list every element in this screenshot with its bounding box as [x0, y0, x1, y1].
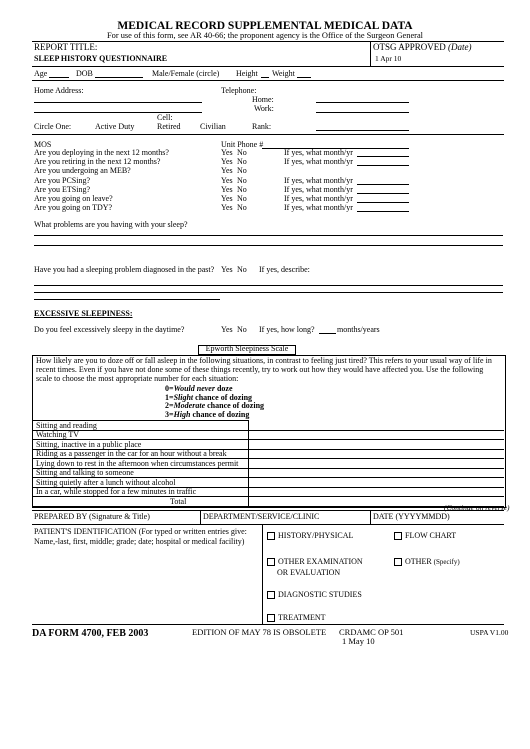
active-duty-option[interactable]: Active Duty	[95, 122, 135, 131]
home-address-line-2[interactable]	[34, 112, 202, 113]
form-number: DA FORM 4700, FEB 2003	[32, 628, 149, 639]
scale-number: 2=	[165, 401, 174, 410]
question-when-label: If yes, what month/yr	[284, 184, 353, 194]
situation-label: Riding as a passenger in the car for an hour without a break	[36, 449, 227, 458]
question-text: Are you undergoing an MEB?	[34, 166, 131, 176]
weight-field[interactable]	[297, 77, 311, 78]
question-no[interactable]: No	[237, 203, 247, 213]
situation-label: Sitting, inactive in a public place	[36, 439, 142, 449]
scale-emphasis: Would never	[173, 384, 215, 393]
months-years-label: months/years	[337, 325, 380, 334]
question-when-field[interactable]	[357, 193, 409, 194]
sleep-problems-line-2[interactable]	[34, 245, 503, 246]
question-text: Are you deploying in the next 12 months?	[34, 148, 169, 157]
situation-score-field[interactable]	[249, 477, 504, 487]
situation-label: Sitting and talking to someone	[36, 468, 134, 477]
question-no[interactable]: No	[237, 148, 247, 157]
scale-description: doze	[214, 384, 233, 393]
epworth-intro: How likely are you to doze off or fall asleep in the following situations, in contrast to feeling just tired? This refers to your usual way of life in recent times. Even if you have not done some of these things recently, try to work out how they would have affected you. Use the following scale to choose the most appropriate number for each situation:	[36, 356, 492, 383]
situation-score-field[interactable]	[249, 449, 504, 459]
question-yes[interactable]: Yes	[221, 184, 233, 194]
situation-score-field[interactable]	[249, 439, 504, 449]
total-label: Total	[170, 496, 187, 506]
situation-score-field[interactable]	[249, 430, 504, 440]
question-no[interactable]: No	[237, 184, 247, 194]
question-no[interactable]: No	[237, 175, 247, 185]
question-yes[interactable]: Yes	[221, 166, 233, 176]
question-when-label: If yes, what month/yr	[284, 157, 353, 167]
weight-label: Weight	[272, 69, 295, 78]
continue-on-reverse: (Continue on reverse)	[444, 503, 510, 512]
diagnostic-studies-checkbox[interactable]	[267, 591, 275, 599]
epworth-title: Epworth Sleepiness Scale	[205, 344, 289, 353]
report-title-value: SLEEP HISTORY QUESTIONNAIRE	[34, 54, 168, 63]
flow-chart-checkbox[interactable]	[394, 532, 402, 540]
sex-label: Male/Female (circle)	[152, 69, 220, 78]
situation-label: Sitting quietly after a lunch without alcohol	[36, 477, 176, 487]
work-phone-label: Work:	[254, 104, 274, 113]
situation-score-field[interactable]	[249, 458, 504, 468]
circle-one-label: Circle One:	[34, 122, 72, 131]
civilian-option[interactable]: Civilian	[200, 122, 226, 131]
uspa-version: USPA V1.00	[470, 628, 509, 637]
patient-identification-label: PATIENT'S IDENTIFICATION (For typed or written entries give: Name,-last, first, middle; grade; date; hospital or medical facility)	[34, 527, 247, 546]
treatment-option[interactable]: TREATMENT	[267, 613, 326, 622]
how-long-field[interactable]	[319, 333, 336, 334]
question-yes[interactable]: Yes	[221, 148, 233, 157]
excessive-yes[interactable]: Yes	[221, 325, 233, 334]
diagnostic-studies-option[interactable]: DIAGNOSTIC STUDIES	[267, 590, 362, 599]
other-examination-line-2: OR EVALUATION	[277, 568, 341, 577]
question-when-field[interactable]	[357, 184, 409, 185]
situation-label: Watching TV	[36, 430, 79, 439]
question-text: Are you going on leave?	[34, 194, 113, 203]
question-no[interactable]: No	[237, 194, 247, 203]
situation-label: Sitting and reading	[36, 420, 97, 430]
scale-description: chance of dozing	[205, 401, 265, 410]
report-title-label: REPORT TITLE:	[34, 42, 98, 52]
date-label: DATE (YYYYMMDD)	[373, 512, 450, 521]
question-text: Are you going on TDY?	[34, 203, 113, 213]
diagnosed-line-1[interactable]	[34, 285, 503, 286]
rank-label: Rank:	[252, 122, 272, 131]
cell-phone-label: Cell:	[157, 113, 173, 122]
diagnosed-line-3[interactable]	[34, 299, 220, 300]
otsg-date: 1 Apr 10	[375, 54, 402, 63]
scale-emphasis: Slight	[173, 392, 194, 402]
question-when-label: If yes, what month/yr	[284, 148, 353, 157]
excessive-sleepiness-question: Do you feel excessively sleepy in the daytime?	[34, 325, 185, 334]
question-yes[interactable]: Yes	[221, 203, 233, 213]
home-address-label: Home Address:	[34, 86, 84, 95]
diagnosed-yes[interactable]: Yes	[221, 265, 233, 274]
question-when-label: If yes, what month/yr	[284, 194, 353, 203]
question-text: Are you PCSing?	[34, 175, 90, 185]
excessive-sleepiness-heading: EXCESSIVE SLEEPINESS:	[34, 309, 133, 318]
situation-score-field[interactable]	[249, 487, 504, 497]
department-label: DEPARTMENT/SERVICE/CLINIC	[203, 512, 320, 521]
diagnosed-line-2[interactable]	[34, 292, 503, 293]
treatment-checkbox[interactable]	[267, 614, 275, 622]
flow-chart-option[interactable]: FLOW CHART	[394, 531, 456, 540]
form-subtitle: For use of this form, see AR 40-66; the proponent agency is the Office of the Surgeon General	[106, 31, 423, 40]
question-yes[interactable]: Yes	[221, 194, 233, 203]
scale-emphasis: Moderate	[173, 401, 206, 410]
form-title: MEDICAL RECORD SUPPLEMENTAL MEDICAL DATA	[117, 20, 413, 32]
otsg-approved: OTSG APPROVED (Date)	[373, 42, 472, 52]
scale-emphasis: High	[173, 409, 191, 419]
scale-description: chance of dozing	[193, 392, 253, 402]
situation-score-field[interactable]	[249, 468, 504, 478]
age-label: Age	[34, 69, 48, 78]
question-when-field[interactable]	[357, 202, 409, 203]
question-when-field[interactable]	[357, 165, 409, 166]
question-when-label: If yes, what month/yr	[284, 175, 353, 185]
question-when-field[interactable]	[357, 156, 409, 157]
question-yes[interactable]: Yes	[221, 175, 233, 185]
telephone-label: Telephone:	[221, 86, 257, 95]
height-label: Height	[236, 69, 258, 78]
question-when-label: If yes, what month/yr	[284, 203, 353, 213]
rank-field[interactable]	[316, 130, 409, 131]
situation-label: In a car, while stopped for a few minutes in traffic	[36, 487, 197, 496]
crdamc-number: CRDAMC OP 501	[339, 627, 404, 637]
question-text: Are you retiring in the next 12 months?	[34, 157, 161, 167]
situation-label: Lying down to rest in the afternoon when circumstances permit	[36, 458, 239, 468]
sleep-problems-question: What problems are you having with your sleep?	[34, 220, 188, 229]
diagnosed-question: Have you had a sleeping problem diagnosed in the past?	[34, 265, 215, 274]
home-address-line-1[interactable]	[34, 102, 202, 103]
other-option[interactable]: OTHER (Specify)	[394, 557, 460, 566]
scale-number: 3=	[165, 409, 174, 419]
dob-field[interactable]	[95, 77, 143, 78]
prepared-by-label: PREPARED BY (Signature & Title)	[34, 512, 150, 521]
home-phone-label: Home:	[252, 95, 274, 104]
sleep-problems-line-1[interactable]	[34, 235, 503, 236]
excessive-no[interactable]: No	[237, 325, 247, 334]
scale-number: 1=	[165, 392, 174, 402]
question-text: Are you ETSing?	[34, 184, 90, 194]
diagnosed-describe-label: If yes, describe:	[259, 265, 310, 274]
scale-item	[165, 410, 249, 419]
age-field[interactable]	[49, 77, 69, 78]
scale-number: 0=	[165, 384, 174, 393]
situation-score-field[interactable]	[249, 420, 504, 430]
question-when-field[interactable]	[357, 211, 409, 212]
question-yes[interactable]: Yes	[221, 157, 233, 167]
other-examination-checkbox[interactable]	[267, 558, 275, 566]
how-long-label: If yes, how long?	[259, 325, 315, 334]
other-checkbox[interactable]	[394, 558, 402, 566]
unit-phone-label: Unit Phone #	[221, 140, 264, 149]
height-field[interactable]	[261, 77, 269, 78]
question-no[interactable]: No	[237, 157, 247, 167]
history-physical-checkbox[interactable]	[267, 532, 275, 540]
home-phone-field[interactable]	[316, 102, 409, 103]
scale-description: chance of dozing	[190, 409, 250, 419]
diagnosed-no[interactable]: No	[237, 265, 247, 274]
mos-label: MOS	[34, 140, 52, 149]
question-no[interactable]: No	[237, 166, 247, 176]
crdamc-date: 1 May 10	[342, 636, 375, 646]
edition-note: EDITION OF MAY 78 IS OBSOLETE	[192, 627, 327, 637]
retired-option[interactable]: Retired	[157, 122, 181, 131]
history-physical-option[interactable]: HISTORY/PHYSICAL	[267, 531, 353, 540]
dob-label: DOB	[76, 69, 93, 78]
other-examination-option[interactable]: OTHER EXAMINATION	[267, 557, 363, 566]
work-phone-field[interactable]	[316, 112, 409, 113]
